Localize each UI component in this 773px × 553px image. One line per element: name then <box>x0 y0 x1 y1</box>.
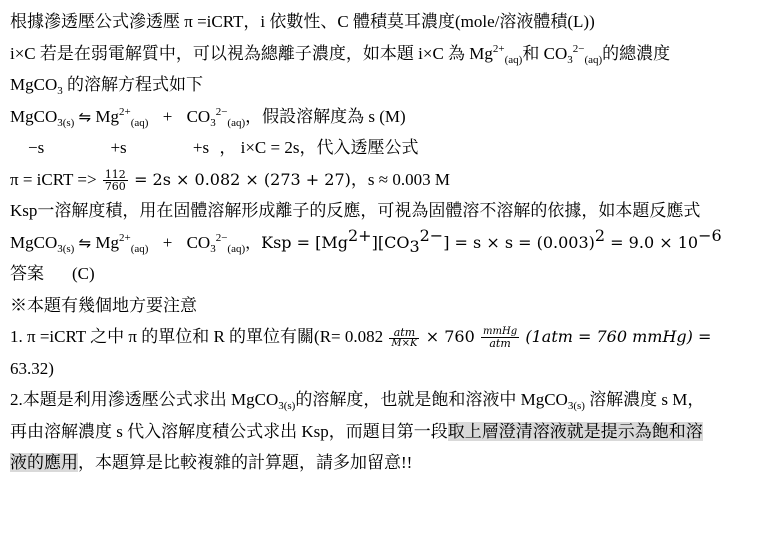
mg-state: (aq) <box>504 53 523 66</box>
ksp-co-bracket: ][CO <box>371 232 410 252</box>
ksp-exponent: −6 <box>698 225 722 245</box>
line-ion-concentration <box>10 38 765 70</box>
line-dissolution-equation <box>10 101 765 133</box>
reactant-state: 3(s) <box>57 116 75 129</box>
note-2-state-1: 3(s) <box>278 400 296 412</box>
fraction-denominator: 760 <box>104 180 126 194</box>
product-co-subscript: 3 <box>210 116 216 129</box>
solubility-result: ，s ≈ 0.003 M <box>350 169 450 189</box>
line-ksp-equation <box>10 227 765 259</box>
line-answer <box>10 258 765 290</box>
mgco-subscript: 3 <box>57 85 63 97</box>
ksp-square: 2 <box>594 225 606 245</box>
calculation-lhs: π = iCRT => <box>10 169 97 189</box>
equilibrium-arrow-icon: ⇋ <box>78 233 92 252</box>
line-osmotic-formula <box>10 6 765 38</box>
unit-fraction-mmhg <box>481 327 519 349</box>
ksp-product-mg-charge: 2+ <box>119 231 131 244</box>
reactant: MgCO <box>10 106 58 126</box>
note-2-text: 2.本題是利用滲透壓公式求出 MgCO <box>10 390 279 409</box>
ksp-expression: ，Ksp = [Mg <box>245 232 348 252</box>
ksp-product: ] = s × s = (0.003) <box>443 232 595 252</box>
unit-fraction-mmhg-denominator: atm <box>489 337 511 351</box>
line-calculation <box>10 164 765 196</box>
product-mg-state: (aq) <box>130 116 149 129</box>
mgco-text: MgCO <box>10 75 58 94</box>
product-co-state: (aq) <box>227 116 246 129</box>
atm-conversion: (1atm = 760 mmHg) = <box>525 327 712 346</box>
closing-remark: ，本題算是比較複雜的計算題，請多加留意!! <box>78 453 413 472</box>
assumption-text: ，假設溶解度為 s (M) <box>245 106 406 126</box>
product-mg-charge: 2+ <box>119 105 131 118</box>
ksp-product-co-charge: 2− <box>215 231 228 244</box>
ksp-product-co-subscript: 3 <box>210 242 216 255</box>
line-note-1 <box>10 321 765 353</box>
unit-fraction-atm <box>389 327 419 349</box>
unit-fraction-atm-denominator: M×K <box>391 338 418 350</box>
highlighted-hint: 取上層澄清溶液就是提示為飽和溶 <box>447 421 703 441</box>
osmotic-formula-text: 根據滲透壓公式滲透壓 π =iCRT，i 依數性、C 體積莫耳濃度(mole/溶液體積(L)) <box>10 12 595 31</box>
dissolution-heading-text: 的溶解方程式如下 <box>62 75 203 94</box>
fraction-numerator: 112 <box>104 168 126 182</box>
ksp-product-co-state: (aq) <box>227 242 246 255</box>
ksp-definition-text: Ksp一溶解度積，用在固體溶解形成離子的反應，可視為固體溶不溶解的依據，如本題反應式 <box>10 201 701 220</box>
change-reactant: −s <box>28 138 45 157</box>
co-state: (aq) <box>584 53 603 66</box>
line-note-1-cont <box>10 353 765 385</box>
line-note-2-end <box>10 447 765 479</box>
total-concentration-text: 的總濃度 <box>602 43 671 63</box>
ion-concentration-text: i×C 若是在弱電解質中，可以視為總離子濃度，如本題 i×C 為 Mg <box>10 43 493 63</box>
line-note-2 <box>10 384 765 416</box>
plus-sign: + <box>162 232 173 252</box>
calculation-rhs: = 2s × 0.082 × (273 + 27) <box>134 169 351 189</box>
ksp-value: = 9.0 × 10 <box>605 232 699 252</box>
unit-fraction-mmhg-numerator: mmHg <box>483 326 518 338</box>
ksp-product-co: CO <box>186 232 211 252</box>
product-co: CO <box>186 106 211 126</box>
product-co-charge: 2− <box>215 105 228 118</box>
substitution-text: ， i×C = 2s，代入透壓公式 <box>219 138 419 157</box>
co-charge: 2− <box>572 42 585 55</box>
ksp-product-mg: Mg <box>91 232 120 252</box>
note-2-continuation: 再由溶解濃度 s 代入溶解度積公式求出 Ksp，而題目第一段 <box>10 421 448 441</box>
answer-value: (C) <box>72 264 95 283</box>
highlighted-hint-end: 液的應用 <box>10 453 78 472</box>
note-1-result: 63.32) <box>10 358 54 378</box>
line-note-2-cont <box>10 416 765 448</box>
ksp-reactant-state: 3(s) <box>57 242 75 255</box>
unit-fraction-atm-numerator: atm <box>389 327 419 339</box>
pressure-fraction <box>103 169 128 192</box>
ksp-reactant: MgCO <box>10 232 58 252</box>
ksp-mg-charge: 2+ <box>348 225 372 245</box>
plus-sign: + <box>162 106 173 126</box>
change-co: +s <box>192 138 210 157</box>
mg-charge: 2+ <box>492 42 505 55</box>
co-subscript: 3 <box>567 53 573 66</box>
note-2-text-3: 溶解濃度 s M， <box>584 390 705 409</box>
equilibrium-arrow-icon: ⇋ <box>78 107 92 126</box>
conversion-factor: × 760 <box>425 327 475 346</box>
product-mg: Mg <box>91 106 120 126</box>
note-2-text-2: 的溶解度，也就是飽和溶液中 MgCO <box>295 390 568 409</box>
change-mg: +s <box>110 138 127 157</box>
note-heading: ※本題有幾個地方要注意 <box>10 295 197 315</box>
line-dissolution-heading <box>10 69 765 101</box>
ksp-product-mg-state: (aq) <box>130 242 149 255</box>
line-ksp-definition <box>10 195 765 227</box>
line-note-heading <box>10 290 765 322</box>
answer-label: 答案 <box>10 264 44 283</box>
ksp-co-charge: 2− <box>419 225 444 245</box>
ksp-co-subscript: 3 <box>409 236 420 256</box>
note-2-state-2: 3(s) <box>567 400 585 412</box>
note-1-text: 1. π =iCRT 之中 π 的單位和 R 的單位有關(R= 0.082 <box>10 327 384 346</box>
line-ice-table <box>10 132 765 164</box>
co-text: 和 CO <box>522 43 568 63</box>
